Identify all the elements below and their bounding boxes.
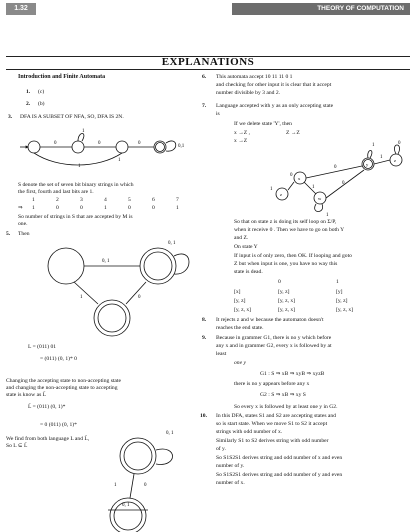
fig4-state: w	[318, 196, 322, 201]
bit-value: 1	[176, 205, 179, 211]
page-title: EXPLANATIONS	[161, 56, 255, 68]
item-line: strings with odd number of x.	[216, 429, 283, 435]
fig4-label: 1	[270, 187, 273, 192]
bit-index: 1	[32, 197, 35, 203]
automaton-figure-4	[230, 142, 410, 217]
fig3-label: 0	[144, 483, 147, 488]
fig4-label: 1	[312, 185, 315, 190]
item-line: so is start state. When we move S1 to S2 it accept	[216, 421, 328, 427]
input-text-line: state is dead.	[234, 269, 263, 275]
appears-text: there is no y appears before any x	[234, 381, 310, 387]
table-cell: [y, z]	[234, 298, 246, 304]
so-text-line: So that on state z is doing its self loop on Σ/P,	[234, 219, 337, 225]
complement-eq: = 0 (011) (0, 1)*	[40, 422, 77, 428]
fig2-label: 1	[80, 295, 83, 300]
item-line: This automata accept 10 11 11 0 1	[216, 74, 293, 80]
item-line: In this DFA, states S1 and S2 are accepting states and	[216, 413, 336, 419]
item-line: Language accepted with y as an only accepting state	[216, 103, 334, 109]
item-line: of y.	[216, 446, 226, 452]
item-line: So S1S2S1 derives string and odd number of x and even	[216, 455, 343, 461]
bit-value: 0	[152, 205, 155, 211]
input-text-line: Z but when input is one, you have no way this	[234, 261, 338, 267]
bit-value: 0	[128, 205, 131, 211]
bit-index: 4	[104, 197, 107, 203]
automaton-figure-2	[18, 236, 208, 341]
fig1-label: 0	[54, 141, 57, 146]
change-text-line: and changing the non-accepting state to accepting	[6, 385, 118, 391]
item-number: 10.	[200, 413, 207, 419]
item-number: 6.	[202, 74, 207, 80]
table-cell: [y, z, x]	[278, 298, 296, 304]
fig1-label: 1	[78, 164, 81, 169]
item-number: 3.	[8, 114, 13, 120]
change-text-line: Changing the accepting state to non-accepting state	[6, 378, 121, 384]
item-line: number of y.	[216, 463, 245, 469]
item-line: any x and in grammer G2, every x is followed by at	[216, 343, 332, 349]
table-cell: [y, z, x]	[278, 307, 296, 313]
find-text-line: So L ⊆ L̄	[6, 443, 28, 449]
item-number: 9.	[202, 335, 207, 341]
fig4-state: z	[280, 192, 282, 197]
language-eq: L = (011) 01	[28, 344, 57, 350]
table-head: 1	[336, 279, 339, 285]
bit-value: 1	[32, 205, 35, 211]
bit-value: 0	[80, 205, 83, 211]
s-text-line: the first, fourth and last bits are 1.	[18, 189, 94, 195]
item-number: 2.	[26, 101, 31, 107]
item-line: and checking for other input it is clear that it accept	[216, 82, 332, 88]
fig4-label: 0	[334, 165, 337, 170]
bit-value: 1	[104, 205, 107, 211]
automaton-figure-3	[18, 420, 208, 530]
table-head: 0	[278, 279, 281, 285]
fig4-label: 0	[398, 141, 401, 146]
fig3-label: 0, 1	[122, 503, 130, 508]
fig4-label: 0	[342, 181, 345, 186]
item-line: So S1S2S1 derives string and odd number of y and even	[216, 472, 343, 478]
fig1-label: 1	[118, 158, 121, 163]
item-number: 7.	[202, 103, 207, 109]
item-number: 1.	[26, 89, 31, 95]
table-cell: [y, z, x]	[234, 307, 252, 313]
so-text-line: when it receive 0 . Then we have to go on both Y	[234, 227, 345, 233]
item-line: number divisible by 3 and 2.	[216, 90, 281, 96]
section-heading: Introduction and Finite Automata	[18, 74, 106, 80]
table-cell: [y, z]	[278, 289, 290, 295]
table-cell: [y]	[336, 289, 343, 295]
fig1-label: 1	[82, 129, 85, 134]
title-bar	[6, 56, 410, 70]
fig4-state: y	[366, 162, 369, 167]
fig3-label: 1	[114, 483, 117, 488]
bit-index: 3	[80, 197, 83, 203]
fig4-label: 1	[380, 155, 383, 160]
fig1-label: 0,1	[178, 144, 185, 149]
language-eq: = (011) (0, 1)* 0	[40, 356, 77, 362]
table-cell: [x]	[234, 289, 241, 295]
page-header	[0, 0, 416, 10]
bit-index: 2	[56, 197, 59, 203]
automaton-figure-1	[18, 129, 198, 169]
every-text: So every x is followed by at least one y in G2.	[234, 404, 338, 410]
fig1-label: 0	[138, 141, 141, 146]
fig3-label: 0, 1	[166, 431, 174, 436]
find-text-line: We find from both language L and L̄,	[6, 436, 90, 442]
one-y-text: one y	[234, 360, 246, 366]
transition: x →Z	[234, 138, 248, 144]
fig2-label: 0	[138, 295, 141, 300]
fig4-state: z	[394, 158, 396, 163]
s-text-line: S denote the set of seven bit binary strings in which	[18, 182, 134, 188]
count-text-line: So number of strings in S that are accepted by M is	[18, 214, 133, 220]
item-line: number of x.	[216, 480, 245, 486]
item-text: (c)	[38, 89, 45, 95]
transition: x →Z ,	[234, 130, 251, 136]
bit-value: 0	[56, 205, 59, 211]
item-number: 8.	[202, 317, 207, 323]
fig4-state: x	[298, 176, 301, 181]
fig4-label: 1	[372, 143, 375, 148]
fig4-label: 0	[290, 173, 293, 178]
running-title: THEORY OF COMPUTATION	[232, 3, 410, 15]
so-text-line: and Z.	[234, 235, 249, 241]
item-text: DFA IS A SUBSET OF NFA, SO, DFA IS 2N.	[20, 114, 124, 120]
fig2-label: 0, 1	[168, 241, 176, 246]
bit-index: 7	[176, 197, 179, 203]
grammar-g2: G2 : S ⇒ xB ⇒ xy S	[260, 392, 306, 398]
count-text-line: one.	[18, 221, 28, 227]
fig4-label: 1	[326, 213, 329, 218]
page-number: 1.32	[6, 3, 36, 15]
implies-symbol: ⇒	[18, 205, 23, 211]
item-number: 5.	[6, 231, 11, 237]
item-text: Then	[18, 231, 30, 237]
delete-text: If we delete state 'Y', then	[234, 121, 292, 127]
item-line: Similarly S1 to S2 derives string with odd number	[216, 438, 329, 444]
on-state-text: On state Y	[234, 244, 258, 250]
item-line: It rejects z and w because the automaton doesn't	[216, 317, 324, 323]
item-line: least	[216, 351, 227, 357]
item-line: Because in grammer G1, there is no y which before	[216, 335, 332, 341]
table-cell: [y, z]	[336, 298, 348, 304]
transition: Z →Z	[286, 130, 300, 136]
bit-index: 6	[152, 197, 155, 203]
item-line: is	[216, 111, 220, 117]
item-text: (b)	[38, 101, 45, 107]
change-text-line: state is know as L̄	[6, 392, 47, 398]
item-line: reaches the end state.	[216, 325, 264, 331]
bit-index: 5	[128, 197, 131, 203]
fig1-label: 0	[98, 141, 101, 146]
input-text-line: If input is of only zero, then OK. If looping and goto	[234, 253, 352, 259]
fig2-label: 0, 1	[102, 259, 110, 264]
grammar-g1: G1 : S ⇒ xB ⇒ xyB ⇒ xyzB	[260, 371, 325, 377]
complement-eq: L̄ = (011) (0, 1)*	[28, 404, 66, 410]
table-cell: [y, z, x]	[336, 307, 354, 313]
